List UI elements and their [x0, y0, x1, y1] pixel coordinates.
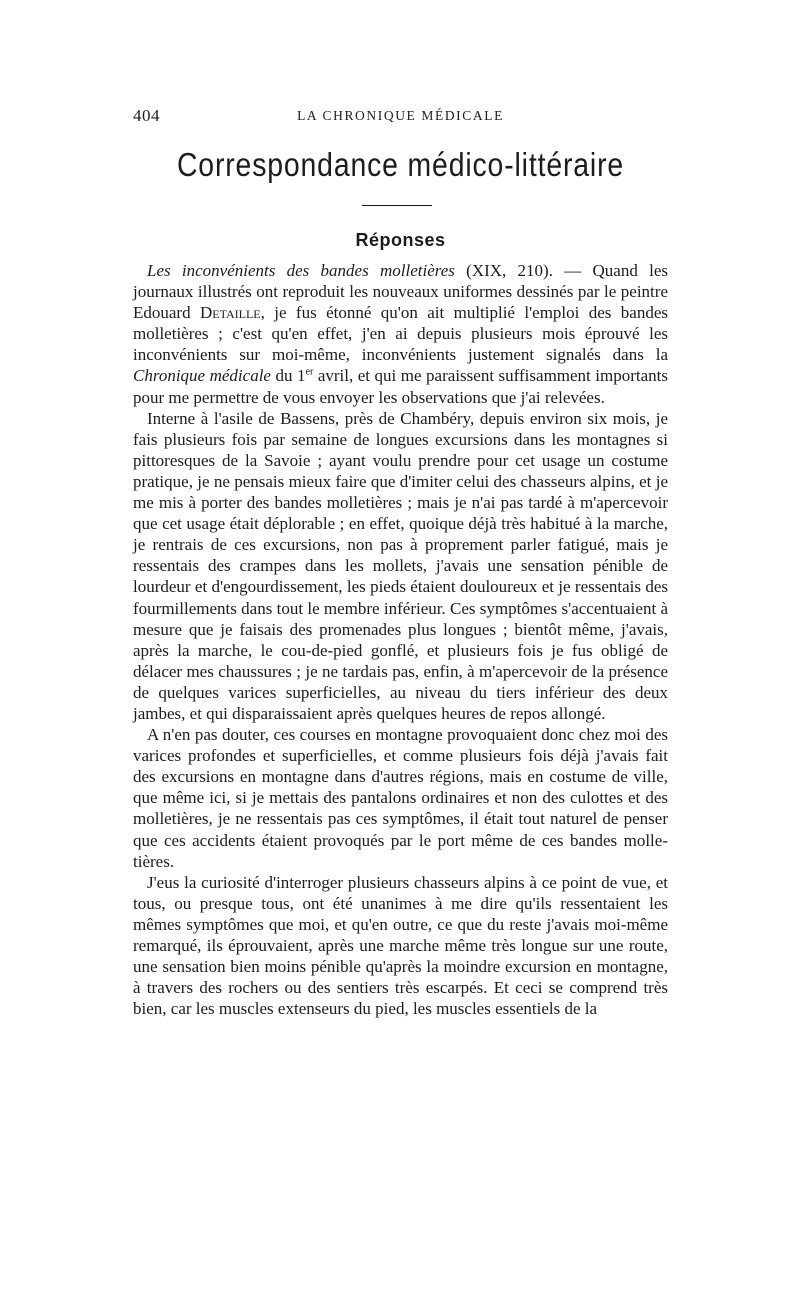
- journal-title: LA CHRONIQUE MÉDICALE: [297, 108, 504, 123]
- painter-name: Detaille: [199, 303, 261, 323]
- paragraph-1-text-a: Quand les journaux illustrés ont reproduit les nouveaux uniformes dessinés par le peintre Edouard: [133, 261, 668, 323]
- article-body: [133, 260, 668, 1019]
- paragraph-2: Interne à l'asile de Bassens, près de Chambéry, depuis environ six mois, je fais plusieurs fois par semaine de longues excursions dans les montagnes si pittoresques de la Savoie ; ayant voulu prendre pour cet usage un costume pratique, je ne pensais mieux faire que d'imiter celui des chasseurs alpins, et je me mis à porter des bandes molletières ; mais je n'ai pas tardé à m'apercevoir que cet usage était déplorable ; en effet, quoique déjà très habitué à la marche, je rentrais de ces excursions, non pas à proprement parler fatigué, mais je ressentais des crampes dans les mollets, j'avais une sensation pénible de lourdeur et d'engourdissement, les pieds étaient douloureux et je ressentais des fourmillements dans tout le membre inférieur. Ces symptômes s'accentuaient à mesure que je faisais des promenades plus longues ; bientôt même, j'avais, après la marche, le cou-de-pied gonflé, et plusieurs fois je fus obligé de délacer mes chaussures ; je ne tardais pas, enfin, à m'apercevoir de la présence de quelques varices superficielles, au niveau du tiers inférieur des deux jambes, et qui disparaissaient après quelques heures de repos allongé.: [133, 408, 668, 723]
- paragraph-1-text-b: , je fus étonné qu'on ait multiplié l'emploi des bandes molletières ; c'est qu'en effet, j'en ai depuis plusieurs mois éprouvé les inconvénients sur moi-même, inconvénients justement signalés dans la: [133, 303, 669, 365]
- section-title: Correspondance médico-littéraire: [176, 146, 625, 183]
- journal-reference: Chronique médicale: [133, 366, 271, 386]
- paragraph-3: A n'en pas douter, ces courses en montagne provoquaient donc chez moi des varices profondes et superficielles, et comme plusieurs fois déjà j'avais fait des excursions en montagne dans d'autres régions, mais en costume de ville, que même ici, si je mettais des pantalons ordinaires et non des culottes et des molletières, je ne ressentais pas ces symptômes, il était tout naturel de penser que ces accidents étaient provoqués par le port même de ces bandes molletières.: [133, 725, 668, 871]
- paragraph-1: [133, 260, 668, 408]
- article-reference: (XIX, 210). —: [454, 261, 593, 280]
- title-rule: [362, 205, 432, 206]
- article-topic: Les inconvénients des bandes molletières: [147, 261, 455, 280]
- paragraph-1-text-c: du 1: [270, 366, 306, 386]
- page-number: 404: [133, 106, 160, 125]
- running-header: [133, 106, 668, 130]
- paragraph-1-text-d: avril, et qui me paraissent suffisamment importants pour me permettre de vous envoyer les observations que j'ai relevées.: [133, 366, 669, 407]
- paragraph-4: J'eus la curiosité d'interroger plusieurs chasseurs alpins à ce point de vue, et tous, ou presque tous, ont été unanimes à me dire qu'ils ressentaient les mêmes symptômes que moi, et qu'en outre, ce que du reste j'avais moi-même remarqué, ils éprouvaient, après une marche même très longue sur une route, une sensation bien moins pénible qu'après la moindre excursion en montagne, à travers des rochers ou des sentiers très escarpés. Et ceci se comprend très bien, car les muscles extenseurs du pied, les muscles essentiels de la: [133, 872, 668, 1019]
- sub-heading: Réponses: [355, 230, 446, 250]
- ordinal-superscript: er: [305, 366, 314, 378]
